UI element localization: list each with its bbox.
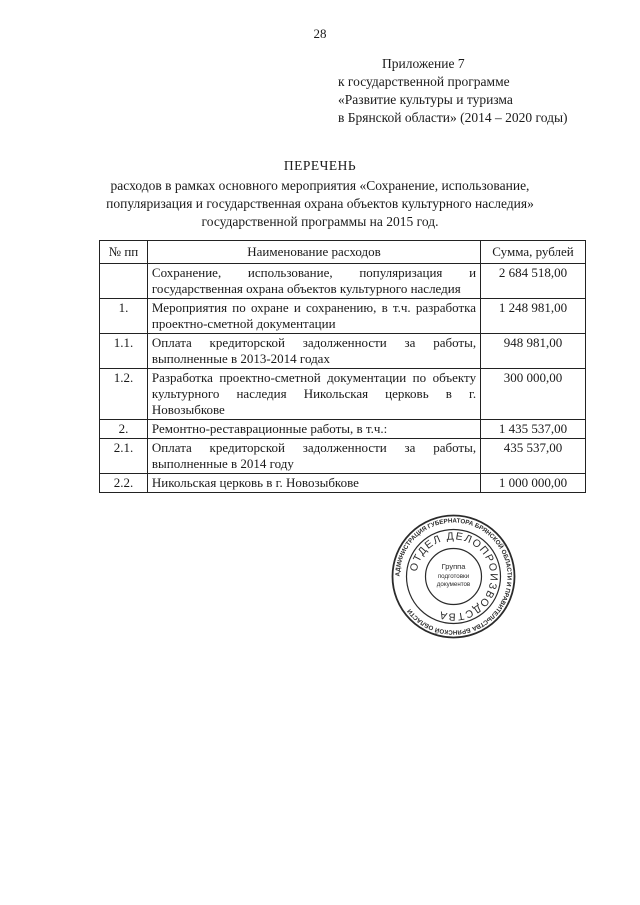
row-sum: 2 684 518,00 <box>481 264 586 299</box>
appendix-line: Приложение 7 <box>382 56 465 71</box>
row-num: 1. <box>100 299 148 334</box>
table-row <box>100 420 586 439</box>
table-header-row <box>100 241 586 264</box>
title-line: государственной программы на 2015 год. <box>201 214 439 229</box>
row-sum: 1 248 981,00 <box>481 299 586 334</box>
stamp-inner-text: ОТДЕЛ ДЕЛОПРОИЗВОДСТВА <box>407 530 500 623</box>
table-row <box>100 369 586 420</box>
row-num: 2.1. <box>100 439 148 474</box>
row-num <box>100 264 148 299</box>
table-row <box>100 439 586 474</box>
row-sum: 948 981,00 <box>481 334 586 369</box>
appendix-line: «Развитие культуры и туризма <box>338 92 513 107</box>
row-sum: 1 000 000,00 <box>481 474 586 493</box>
appendix-line: к государственной программе <box>338 74 510 89</box>
title-line: расходов в рамках основного мероприятия «Сохранение, использование, <box>110 178 530 193</box>
table-row <box>100 299 586 334</box>
row-num: 1.1. <box>100 334 148 369</box>
stamp-center-line: Группа <box>441 562 466 571</box>
row-name: Разработка проектно-сметной документации по объекту культурного наследия Никольская церковь в г. Новозыбкове <box>147 369 480 420</box>
header-sum: Сумма, рублей <box>481 241 586 264</box>
row-sum: 435 537,00 <box>481 439 586 474</box>
document-title <box>60 157 580 231</box>
row-num: 2.2. <box>100 474 148 493</box>
title-line: популяризация и государственная охрана объектов культурного наследия» <box>106 196 534 211</box>
row-name: Мероприятия по охране и сохранению, в т.ч. разработка проектно-сметной документации <box>147 299 480 334</box>
stamp-center-line: документов <box>436 581 471 588</box>
row-name: Сохранение, использование, популяризация и государственная охрана объектов культурного наследия <box>147 264 480 299</box>
table-row <box>100 264 586 299</box>
appendix-line: в Брянской области» (2014 – 2020 годы) <box>338 110 568 125</box>
official-stamp <box>391 514 516 639</box>
row-name: Оплата кредиторской задолженности за работы, выполненные в 2014 году <box>147 439 480 474</box>
row-name: Никольская церковь в г. Новозыбкове <box>147 474 480 493</box>
stamp-outer-text: АДМИНИСТРАЦИЯ ГУБЕРНАТОРА БРЯНСКОЙ ОБЛАСТИ И ПРАВИТЕЛЬСТВА БРЯНСКОЙ ОБЛАСТИ <box>394 517 513 636</box>
title-heading: ПЕРЕЧЕНЬ <box>283 158 357 173</box>
row-num: 1.2. <box>100 369 148 420</box>
row-num: 2. <box>100 420 148 439</box>
table-row <box>100 334 586 369</box>
appendix-block <box>338 55 568 127</box>
row-sum: 1 435 537,00 <box>481 420 586 439</box>
table-row <box>100 474 586 493</box>
row-sum: 300 000,00 <box>481 369 586 420</box>
stamp-center-line: подготовки <box>437 573 470 580</box>
page-number: 28 <box>313 26 327 41</box>
expenses-table <box>99 240 586 493</box>
row-name: Оплата кредиторской задолженности за работы, выполненные в 2013-2014 годах <box>147 334 480 369</box>
row-name: Ремонтно-реставрационные работы, в т.ч.: <box>147 420 480 439</box>
header-num: № пп <box>100 241 148 264</box>
header-name: Наименование расходов <box>147 241 480 264</box>
